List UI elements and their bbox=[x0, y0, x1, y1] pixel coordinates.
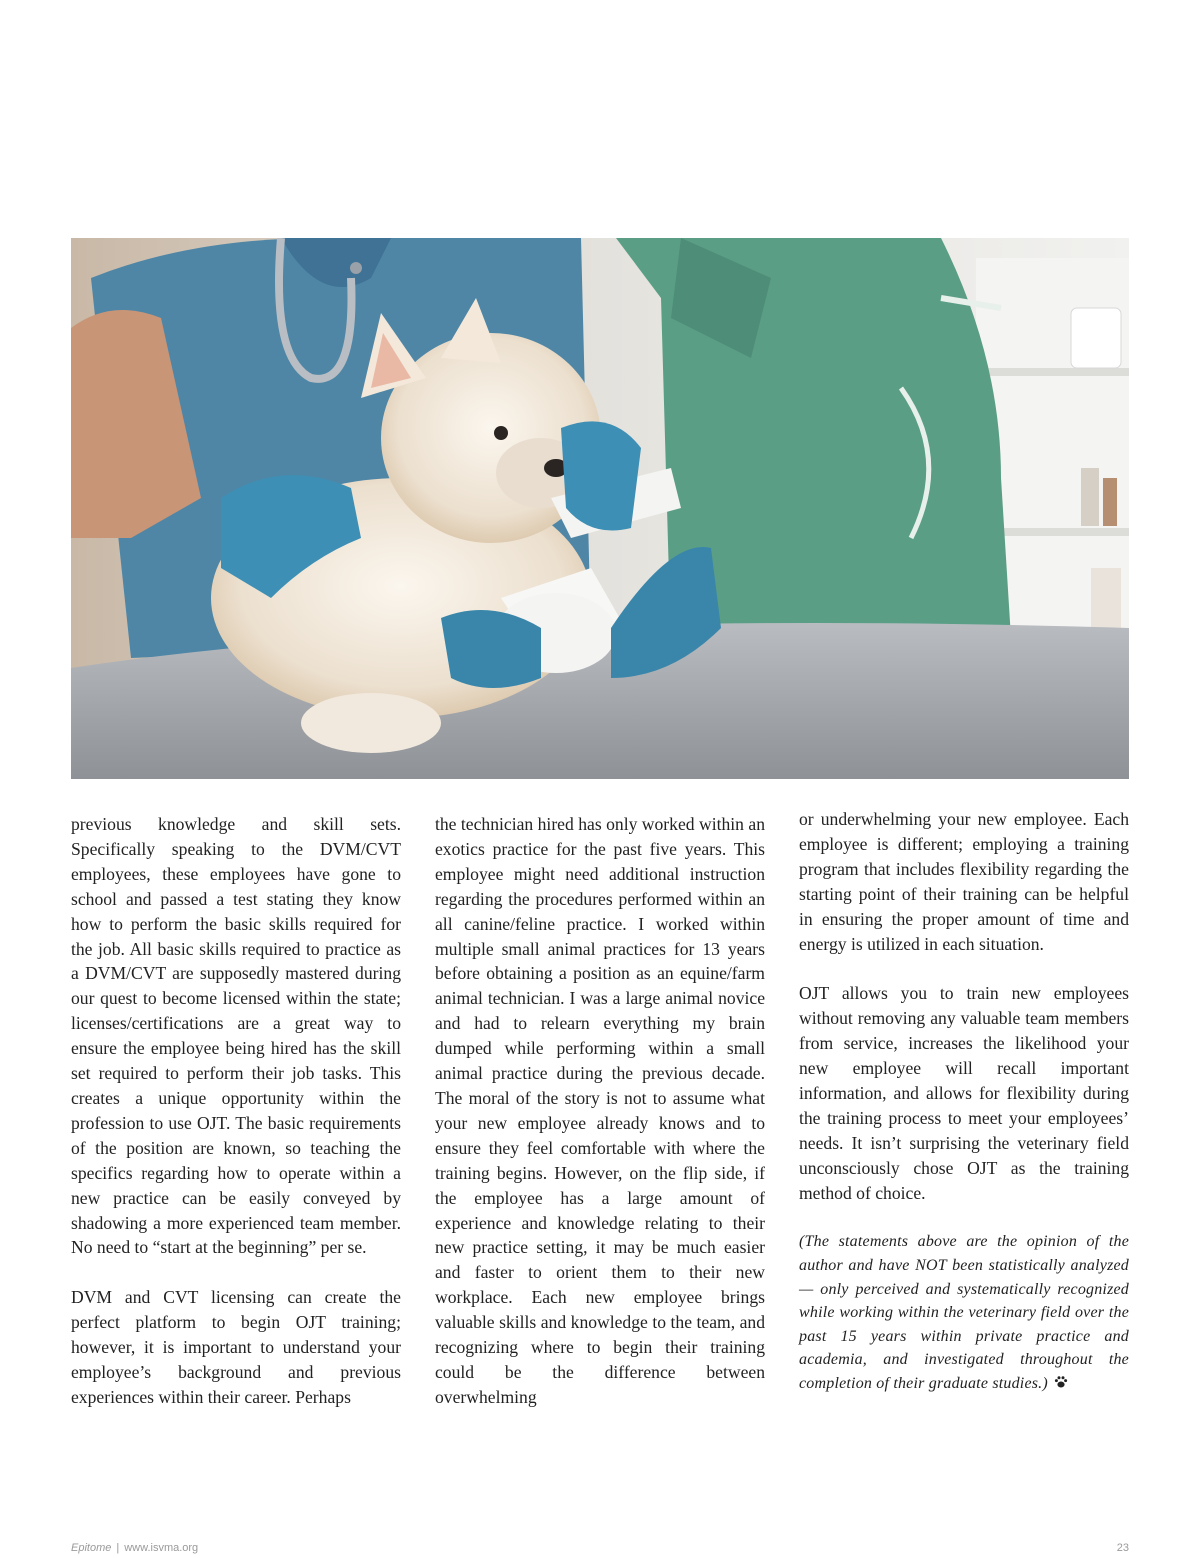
paragraph: previous knowledge and skill sets. Specifically speaking to the DVM/CVT employees, these employees have gone to school and passed a test stating they know how to perform the basic skills required for the job. All basic skills required to practice as a DVM/CVT are supposedly mastered during our quest to become licensed within the state; licenses/certifications are a great way to ensure the employee being hired has the skill set required to perform their job tasks. This creates a unique opportunity within the profession to use OJT. The basic requirements of the position are known, so teaching the specifics regarding how to operate within a new practice can be easily conveyed by shadowing a more experienced team member. No need to “start at the beginning” per se. bbox=[71, 814, 401, 1258]
paragraph: or underwhelming your new employee. Each employee is different; employing a training program that includes flexibility regarding the starting point of their training can be helpful in ensuring the proper amount of time and energy is utilized in each situation. bbox=[799, 809, 1129, 954]
article-column-2 bbox=[435, 812, 765, 1410]
footer-separator: | bbox=[116, 1542, 120, 1554]
article-column-1 bbox=[71, 812, 401, 1410]
paragraph: DVM and CVT licensing can create the perfect platform to begin OJT training; however, it is important to understand your employee’s background and previous experiences within their career. Perhaps bbox=[71, 1287, 401, 1407]
paragraph: the technician hired has only worked within an exotics practice for the past five years. This employee might need additional instruction regarding the procedures performed within an all canine/feline practice. I worked within multiple small animal practices for 13 years before obtaining a position as an equine/farm animal technician. I was a large animal novice and had to relearn everything my brain dumped while performing within a small animal practice during the previous decade. The moral of the story is not to assume what your new employee already knows and to ensure they feel comfortable with where the training begins. However, on the flip side, if the employee has a large amount of experience and knowledge relating to their new practice setting, it may be much easier and faster to orient them to their new workplace. Each new employee brings valuable skills and knowledge to the team, and recognizing where to begin their training could be the difference between overwhelming bbox=[435, 814, 765, 1407]
website-link[interactable]: www.isvma.org bbox=[124, 1542, 199, 1554]
disclaimer-text: (The statements above are the opinion of the author and have NOT been statistically analyzed — only perceived and systematically recognized while working within the veterinary field over the past 15 years within private practice and academia, and investigated throughout the completion of their graduate studies.) bbox=[799, 1233, 1129, 1392]
hero-photo-vet-bandaging-dog bbox=[71, 238, 1129, 779]
footer-left bbox=[71, 1542, 198, 1554]
article-column-3 bbox=[799, 807, 1129, 1397]
paw-print-icon bbox=[1054, 1373, 1068, 1397]
page-number: 23 bbox=[1116, 1542, 1129, 1554]
publication-name: Epitome bbox=[71, 1542, 112, 1554]
paragraph: OJT allows you to train new employees without removing any valuable team members from service, increases the likelihood your new employee will recall important information, and allows for flexibility during the training process to meet your employees’ needs. It isn’t surprising the veterinary field unconsciously chose OJT as the training method of choice. bbox=[799, 983, 1129, 1203]
author-disclaimer-note bbox=[799, 1230, 1129, 1396]
page-footer bbox=[71, 1542, 1129, 1558]
hero-photo-illustration bbox=[71, 238, 1129, 779]
